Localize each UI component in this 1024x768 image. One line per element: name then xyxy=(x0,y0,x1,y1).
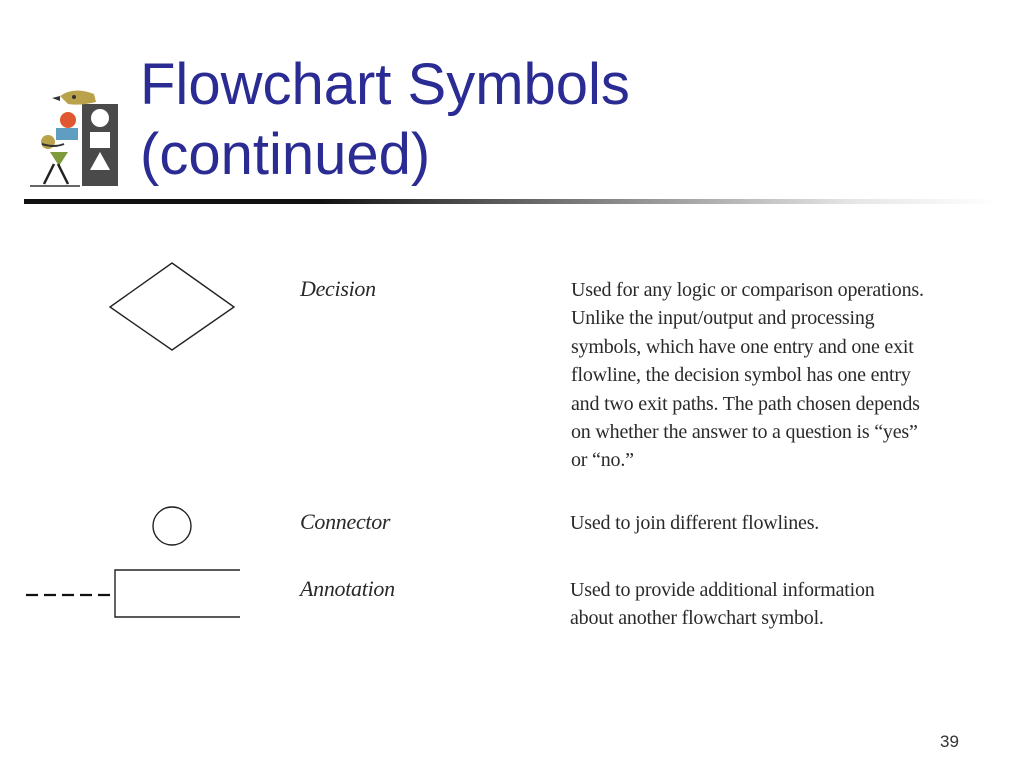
annotation-label: Annotation xyxy=(300,576,395,601)
slide-title-line2: (continued) xyxy=(140,122,431,187)
connector-label: Connector xyxy=(300,509,391,534)
logo-blue-block xyxy=(56,128,78,140)
logo-square xyxy=(90,132,110,148)
logo-circle xyxy=(91,109,109,127)
decision-description: Used for any logic or comparison operations. Unlike the input/output and processing symbols, which have one entry and one exit flowline, the decision symbol has one entry and two exit paths. The path chosen depends on whether the answer to a question is “yes” or “no.” xyxy=(571,279,924,472)
annotation-description: Used to provide additional information about another flowchart symbol. xyxy=(570,579,875,630)
annotation-bracket-icon xyxy=(24,566,244,622)
slide-title-line1: Flowchart Symbols xyxy=(140,52,630,117)
page-number: 39 xyxy=(940,732,959,751)
logo-red-ball xyxy=(60,112,76,128)
logo-bird xyxy=(60,90,96,104)
connector-description: Used to join different flowlines. xyxy=(570,512,820,534)
clip-art-logo-icon xyxy=(24,84,124,188)
decision-diamond-icon xyxy=(106,260,238,354)
title-divider xyxy=(24,199,1000,204)
slide-title xyxy=(140,50,630,190)
connector-circle-icon xyxy=(148,504,196,548)
decision-label: Decision xyxy=(300,276,376,301)
